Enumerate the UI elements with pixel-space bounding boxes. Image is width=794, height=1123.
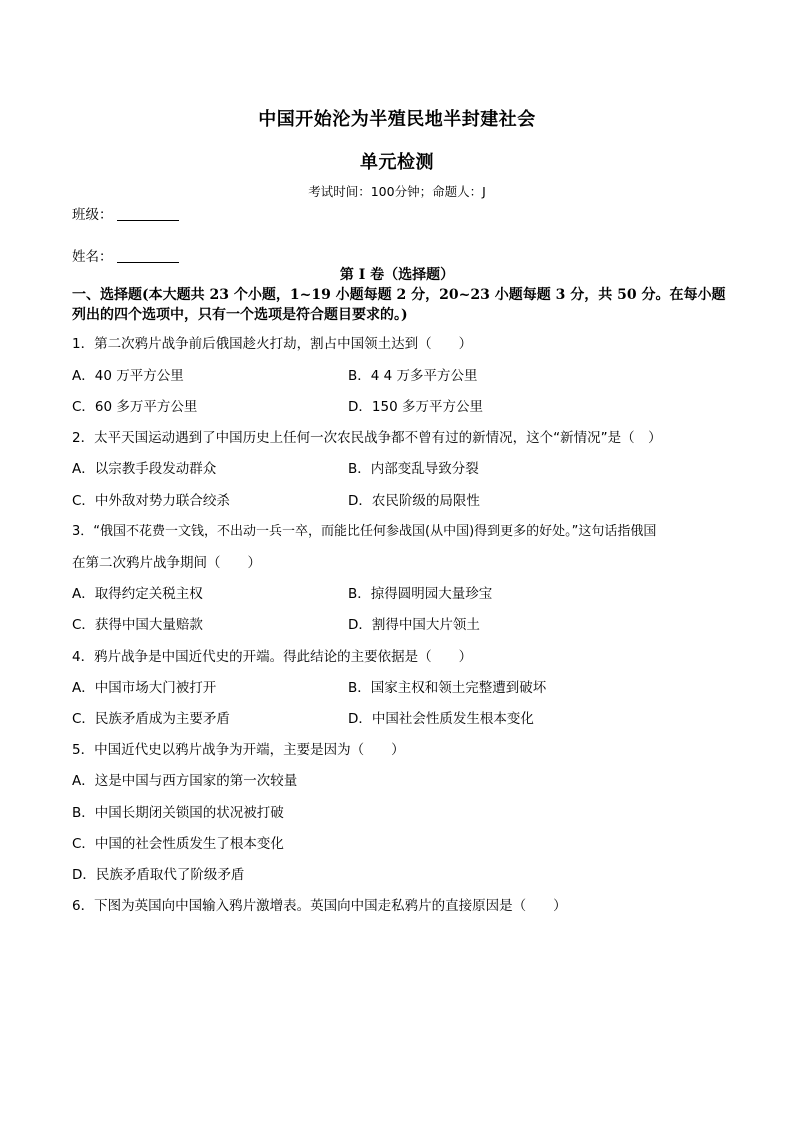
document-title: 中国开始沦为半殖民地半封建社会: [258, 109, 536, 130]
option-b[interactable]: B．内部变乱导致分裂: [348, 461, 479, 477]
option-a[interactable]: A．取得约定关税主权: [72, 586, 203, 602]
question-stem: 6．下图为英国向中国输入鸦片激增表。英国向中国走私鸦片的直接原因是（ ）: [72, 898, 567, 914]
section-title: 第 I 卷（选择题）: [339, 267, 455, 283]
option-c[interactable]: C．获得中国大量赔款: [72, 617, 203, 633]
exam-meta: 考试时间：100分钟；命题人：J: [308, 184, 486, 199]
option-c[interactable]: C．中国的社会性质发生了根本变化: [72, 836, 284, 852]
option-a[interactable]: A．40 万平方公里: [72, 368, 184, 384]
option-c[interactable]: C．60 多万平方公里: [72, 399, 198, 415]
question-stem: 1．第二次鸦片战争前后俄国趁火打劫，割占中国领土达到（ ）: [72, 336, 473, 352]
option-d[interactable]: D．农民阶级的局限性: [348, 493, 480, 509]
name-field: [72, 245, 179, 265]
option-b[interactable]: B．国家主权和领土完整遭到破坏: [348, 680, 547, 696]
class-blank[interactable]: [117, 206, 179, 221]
question-stem: 4．鸦片战争是中国近代史的开端。得此结论的主要依据是（ ）: [72, 649, 473, 665]
option-d[interactable]: D．割得中国大片领土: [348, 617, 480, 633]
option-c[interactable]: C．中外敌对势力联合绞杀: [72, 493, 230, 509]
question-stem: 5．中国近代史以鸦片战争为开端，主要是因为（ ）: [72, 742, 405, 758]
section-instructions: 一、选择题(本大题共 23 个小题，1~19 小题每题 2 分，20~23 小题每题 3 分，共 50 分。在每小题列出的四个选项中，只有一个选项是符合题目要求的。): [72, 287, 726, 323]
option-b[interactable]: B．掠得圆明园大量珍宝: [348, 586, 493, 602]
question-stem-continued: 在第二次鸦片战争期间（ ）: [72, 555, 261, 571]
name-label: 姓名：: [72, 249, 113, 265]
option-c[interactable]: C．民族矛盾成为主要矛盾: [72, 711, 230, 727]
document-subtitle: 单元检测: [360, 152, 434, 173]
class-label: 班级：: [72, 207, 113, 223]
option-a[interactable]: A．以宗教手段发动群众: [72, 461, 217, 477]
option-b[interactable]: B．中国长期闭关锁国的状况被打破: [72, 805, 284, 821]
option-a[interactable]: A．这是中国与西方国家的第一次较量: [72, 773, 298, 789]
option-d[interactable]: D．150 多万平方公里: [348, 399, 483, 415]
question-stem: 2．太平天国运动遇到了中国历史上任何一次农民战争都不曾有过的新情况，这个“新情况”是（ ）: [72, 430, 662, 446]
option-d[interactable]: D．民族矛盾取代了阶级矛盾: [72, 867, 245, 883]
option-b[interactable]: B．4 4 万多平方公里: [348, 368, 478, 384]
class-field: [72, 203, 179, 223]
option-a[interactable]: A．中国市场大门被打开: [72, 680, 217, 696]
name-blank[interactable]: [117, 248, 179, 263]
question-stem: 3．“俄国不花费一文钱，不出动一兵一卒，而能比任何参战国(从中国)得到更多的好处。”这句话指俄国: [72, 524, 657, 539]
option-d[interactable]: D．中国社会性质发生根本变化: [348, 711, 534, 727]
